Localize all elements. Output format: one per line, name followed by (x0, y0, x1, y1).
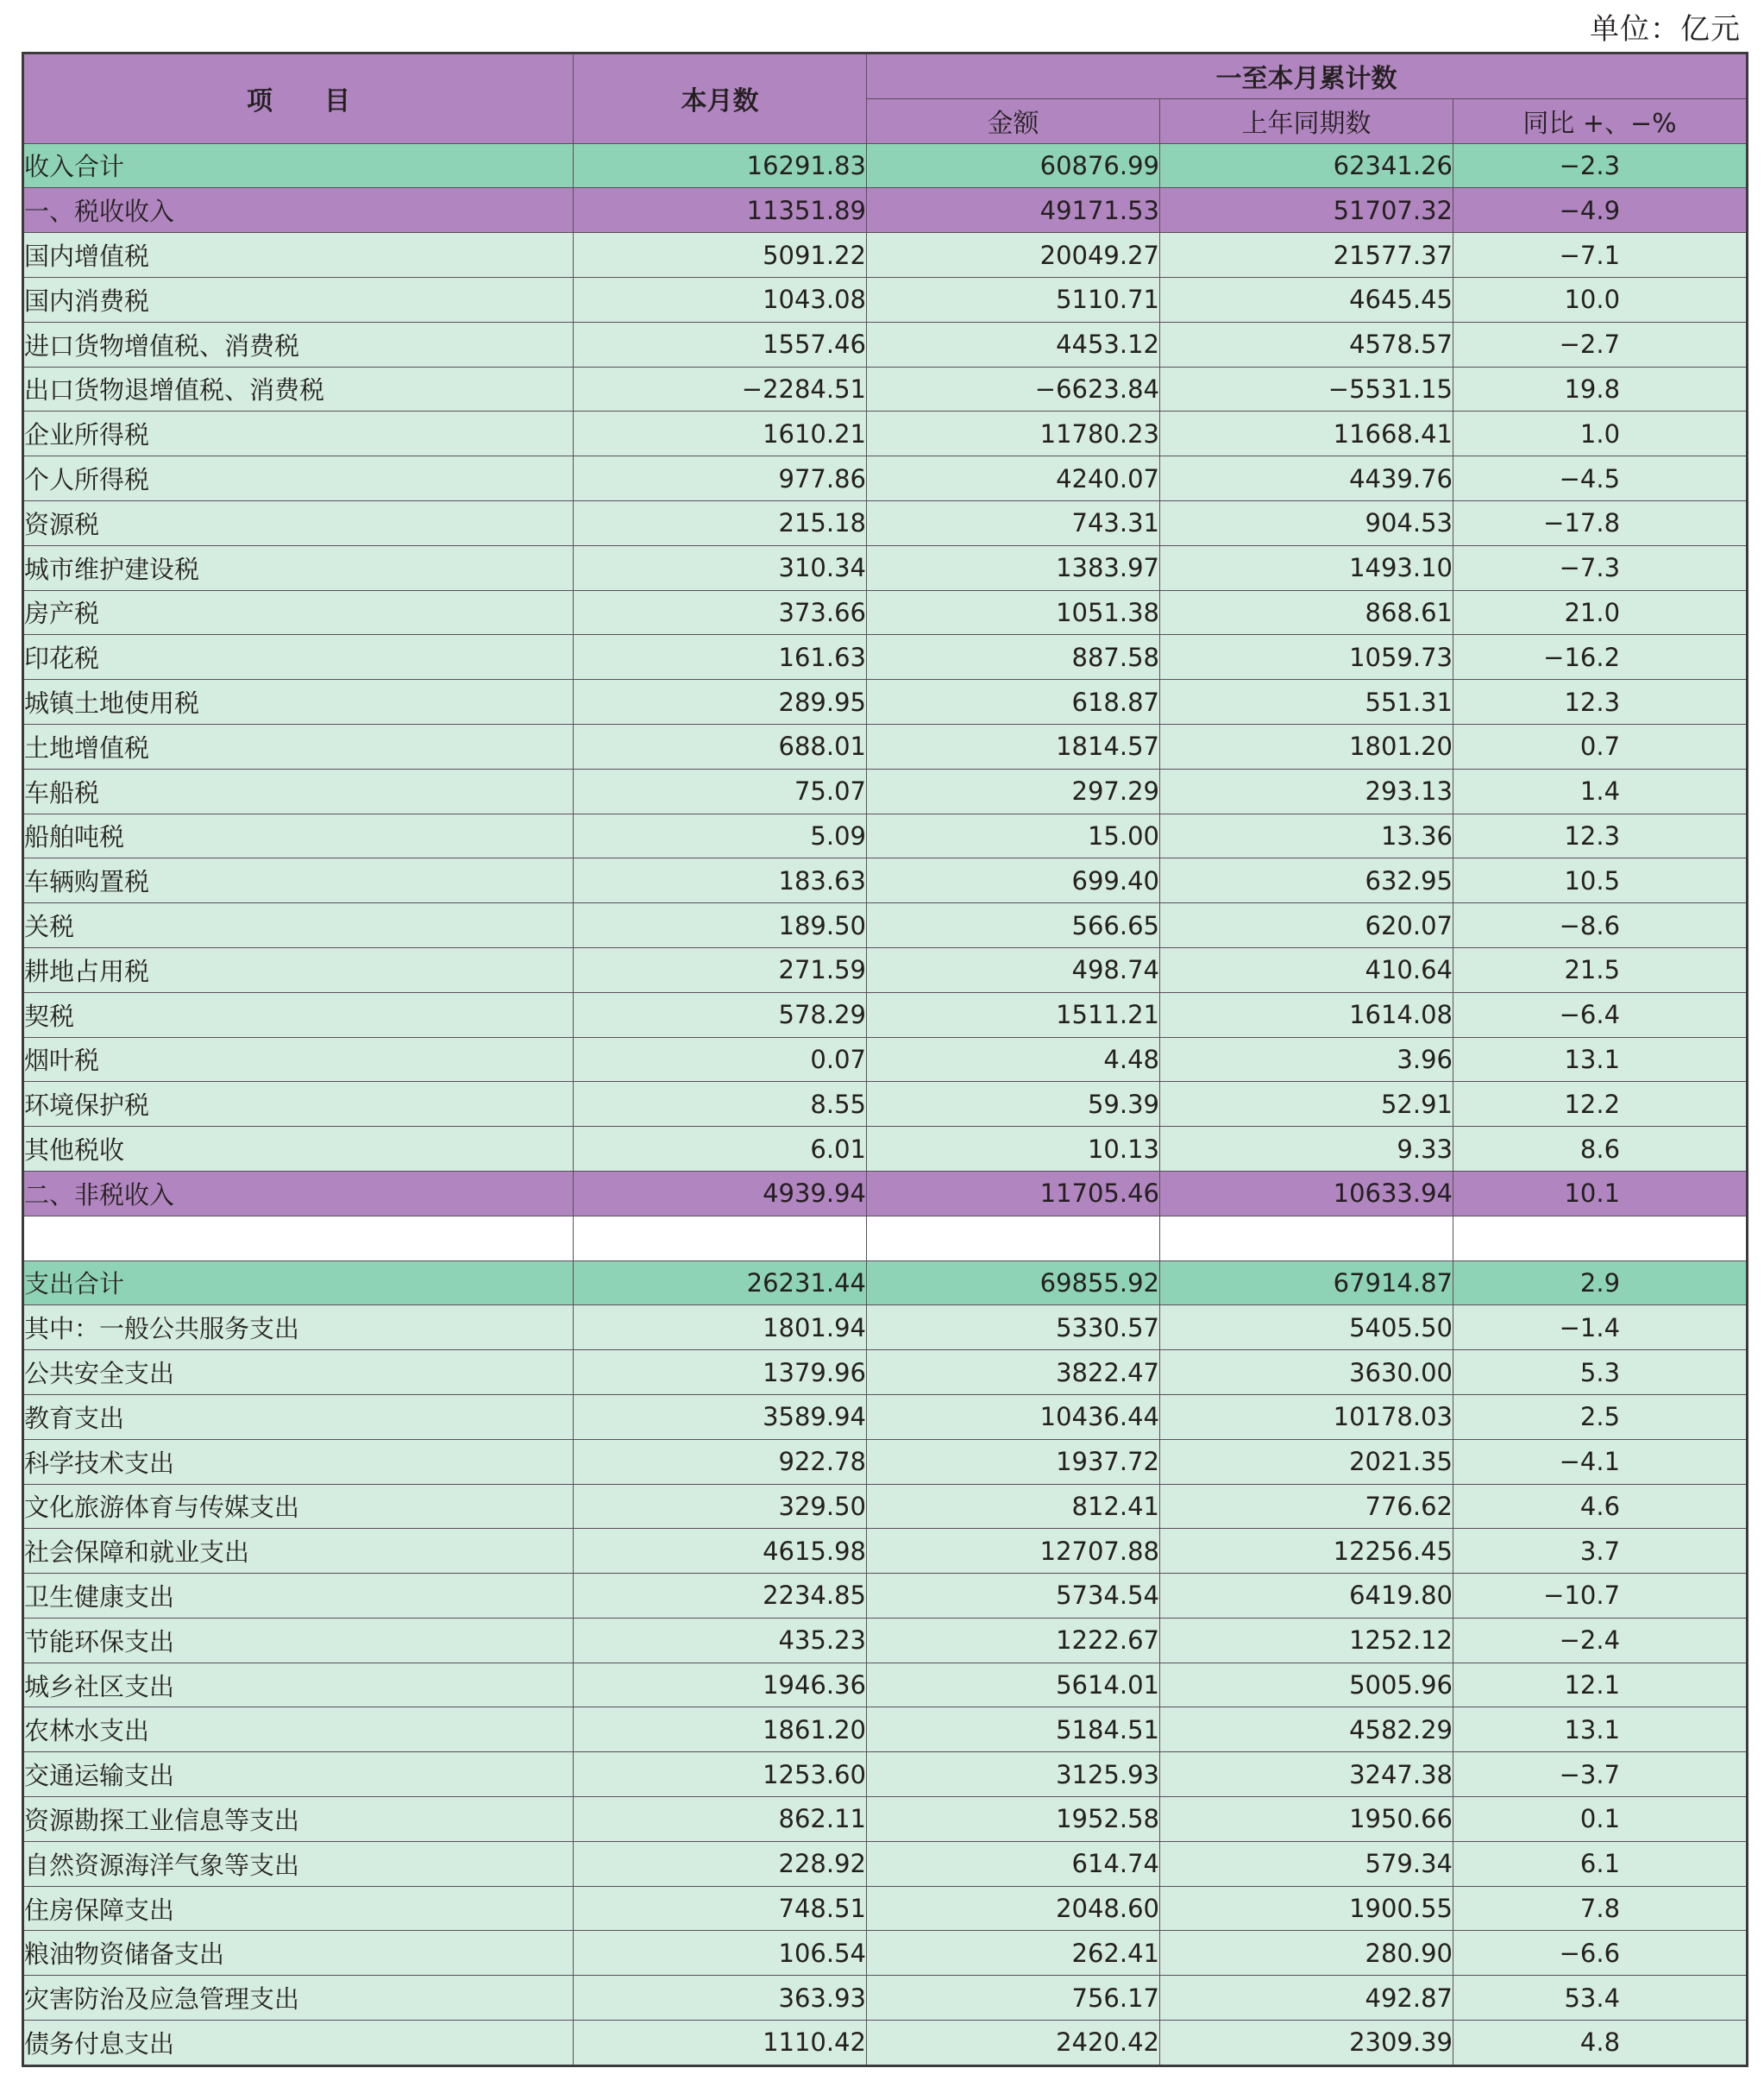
row-label: 二、非税收入 (23, 1171, 574, 1216)
cell-yoy-percent: −7.1 (1453, 233, 1748, 278)
cell-this-month: 435.23 (574, 1618, 867, 1663)
table-row (23, 456, 1748, 501)
row-label: 关税 (23, 903, 574, 948)
cell-yoy-percent: −3.7 (1453, 1752, 1748, 1797)
cell-cumulative-amount: 756.17 (867, 1976, 1160, 2021)
header-row-1 (23, 53, 1748, 99)
cell-yoy-percent: −7.3 (1453, 545, 1748, 590)
cell-cumulative-amount: 297.29 (867, 769, 1160, 814)
cell-cumulative-amount: 887.58 (867, 635, 1160, 680)
cell-last-year: 1950.66 (1160, 1797, 1453, 1842)
table-row (23, 1484, 1748, 1529)
cell-cumulative-amount: 4453.12 (867, 322, 1160, 367)
cell-yoy-percent: 1.0 (1453, 412, 1748, 456)
cell-this-month: 16291.83 (574, 143, 867, 188)
cell-cumulative-amount: 2420.42 (867, 2021, 1160, 2066)
cell-cumulative-amount: 69855.92 (867, 1260, 1160, 1305)
table-row (23, 1037, 1748, 1082)
cell-yoy-percent: 4.6 (1453, 1484, 1748, 1529)
table-row (23, 1127, 1748, 1172)
cell-cumulative-amount: 1383.97 (867, 545, 1160, 590)
cell-yoy-percent: 1.4 (1453, 769, 1748, 814)
cell-last-year: 4439.76 (1160, 456, 1453, 501)
cell-this-month (574, 1216, 867, 1260)
table-row (23, 1797, 1748, 1842)
table-row (23, 947, 1748, 992)
cell-last-year: 1900.55 (1160, 1886, 1453, 1931)
cell-this-month: 75.07 (574, 769, 867, 814)
table-row (23, 1663, 1748, 1707)
cell-yoy-percent: −4.1 (1453, 1439, 1748, 1484)
cell-yoy-percent: 12.1 (1453, 1663, 1748, 1707)
cell-cumulative-amount: 49171.53 (867, 188, 1160, 233)
fiscal-table (22, 52, 1748, 2067)
cell-this-month: 8.55 (574, 1082, 867, 1127)
cell-this-month: 977.86 (574, 456, 867, 501)
cell-cumulative-amount: 4240.07 (867, 456, 1160, 501)
cell-cumulative-amount: 11780.23 (867, 412, 1160, 456)
table-row (23, 1350, 1748, 1395)
row-label: 文化旅游体育与传媒支出 (23, 1484, 574, 1529)
cell-yoy-percent: −2.3 (1453, 143, 1748, 188)
table-row (23, 858, 1748, 903)
cell-last-year: 11668.41 (1160, 412, 1453, 456)
cell-cumulative-amount: 498.74 (867, 947, 1160, 992)
row-label: 城镇土地使用税 (23, 680, 574, 725)
cell-cumulative-amount: 10436.44 (867, 1394, 1160, 1439)
cell-yoy-percent: 53.4 (1453, 1976, 1748, 2021)
cell-last-year: 280.90 (1160, 1931, 1453, 1976)
cell-yoy-percent: 0.1 (1453, 1797, 1748, 1842)
cell-yoy-percent: 7.8 (1453, 1886, 1748, 1931)
cell-this-month: 363.93 (574, 1976, 867, 2021)
cell-cumulative-amount: 3125.93 (867, 1752, 1160, 1797)
row-label: 城乡社区支出 (23, 1663, 574, 1707)
unit-label: 单位：亿元 (1590, 12, 1741, 47)
table-row (23, 1529, 1748, 1574)
cell-cumulative-amount: 699.40 (867, 858, 1160, 903)
cell-cumulative-amount: 11705.46 (867, 1171, 1160, 1216)
table-row (23, 724, 1748, 769)
cell-cumulative-amount: 59.39 (867, 1082, 1160, 1127)
cell-yoy-percent: −2.4 (1453, 1618, 1748, 1663)
table-row (23, 233, 1748, 278)
cell-this-month: 228.92 (574, 1841, 867, 1886)
cell-cumulative-amount: 1222.67 (867, 1618, 1160, 1663)
cell-last-year: 3.96 (1160, 1037, 1453, 1082)
row-label (23, 1216, 574, 1260)
cell-this-month: 1861.20 (574, 1707, 867, 1752)
cell-last-year: 1801.20 (1160, 724, 1453, 769)
cell-yoy-percent: −10.7 (1453, 1574, 1748, 1619)
cell-last-year: 3630.00 (1160, 1350, 1453, 1395)
table-row (23, 1439, 1748, 1484)
cell-cumulative-amount: 1511.21 (867, 992, 1160, 1037)
cell-cumulative-amount: −6623.84 (867, 367, 1160, 412)
cell-this-month: 161.63 (574, 635, 867, 680)
cell-last-year: 21577.37 (1160, 233, 1453, 278)
table-row (23, 1171, 1748, 1216)
cell-last-year: 6419.80 (1160, 1574, 1453, 1619)
row-label: 教育支出 (23, 1394, 574, 1439)
header-amount: 金额 (867, 98, 1160, 143)
row-label: 土地增值税 (23, 724, 574, 769)
cell-last-year: 4645.45 (1160, 277, 1453, 322)
table-row (23, 903, 1748, 948)
cell-last-year: 2021.35 (1160, 1439, 1453, 1484)
cell-this-month: 5091.22 (574, 233, 867, 278)
row-label: 环境保护税 (23, 1082, 574, 1127)
cell-cumulative-amount: 5184.51 (867, 1707, 1160, 1752)
table-row (23, 769, 1748, 814)
cell-last-year: 67914.87 (1160, 1260, 1453, 1305)
table-row (23, 1931, 1748, 1976)
cell-yoy-percent: −1.4 (1453, 1305, 1748, 1350)
row-label: 契税 (23, 992, 574, 1037)
row-label: 住房保障支出 (23, 1886, 574, 1931)
cell-yoy-percent: 2.5 (1453, 1394, 1748, 1439)
table-row (23, 1707, 1748, 1752)
cell-last-year: 620.07 (1160, 903, 1453, 948)
row-label: 房产税 (23, 590, 574, 635)
cell-last-year: 410.64 (1160, 947, 1453, 992)
cell-cumulative-amount: 5614.01 (867, 1663, 1160, 1707)
cell-yoy-percent: −2.7 (1453, 322, 1748, 367)
cell-this-month: 3589.94 (574, 1394, 867, 1439)
row-label: 企业所得税 (23, 412, 574, 456)
table-row (23, 590, 1748, 635)
cell-last-year: 2309.39 (1160, 2021, 1453, 2066)
row-label: 卫生健康支出 (23, 1574, 574, 1619)
table-row (23, 1394, 1748, 1439)
row-label: 债务付息支出 (23, 2021, 574, 2066)
cell-cumulative-amount: 566.65 (867, 903, 1160, 948)
cell-this-month: 106.54 (574, 1931, 867, 1976)
cell-last-year: 632.95 (1160, 858, 1453, 903)
header-last-year: 上年同期数 (1160, 98, 1453, 143)
cell-cumulative-amount: 5110.71 (867, 277, 1160, 322)
cell-cumulative-amount: 1952.58 (867, 1797, 1160, 1842)
cell-yoy-percent: 2.9 (1453, 1260, 1748, 1305)
cell-this-month: 4615.98 (574, 1529, 867, 1574)
table-row (23, 1618, 1748, 1663)
cell-cumulative-amount: 60876.99 (867, 143, 1160, 188)
cell-this-month: 862.11 (574, 1797, 867, 1842)
cell-cumulative-amount: 2048.60 (867, 1886, 1160, 1931)
cell-this-month: 1379.96 (574, 1350, 867, 1395)
cell-this-month: 1557.46 (574, 322, 867, 367)
row-label: 城市维护建设税 (23, 545, 574, 590)
cell-yoy-percent: −6.4 (1453, 992, 1748, 1037)
cell-yoy-percent: 10.1 (1453, 1171, 1748, 1216)
table-row (23, 500, 1748, 545)
row-label: 国内增值税 (23, 233, 574, 278)
cell-yoy-percent: 21.5 (1453, 947, 1748, 992)
row-label: 其他税收 (23, 1127, 574, 1172)
cell-yoy-percent: 13.1 (1453, 1707, 1748, 1752)
table-row (23, 1752, 1748, 1797)
header-item: 项 目 (23, 53, 574, 144)
table-row (23, 992, 1748, 1037)
cell-last-year: 62341.26 (1160, 143, 1453, 188)
cell-last-year: 51707.32 (1160, 188, 1453, 233)
row-label: 烟叶税 (23, 1037, 574, 1082)
cell-this-month: 289.95 (574, 680, 867, 725)
table-row (23, 322, 1748, 367)
cell-cumulative-amount: 614.74 (867, 1841, 1160, 1886)
cell-last-year: 492.87 (1160, 1976, 1453, 2021)
cell-last-year (1160, 1216, 1453, 1260)
cell-cumulative-amount: 1814.57 (867, 724, 1160, 769)
cell-yoy-percent: 12.3 (1453, 680, 1748, 725)
cell-last-year: 776.62 (1160, 1484, 1453, 1529)
cell-last-year: 3247.38 (1160, 1752, 1453, 1797)
cell-this-month: 1610.21 (574, 412, 867, 456)
table-row (23, 1841, 1748, 1886)
row-label: 耕地占用税 (23, 947, 574, 992)
row-label: 社会保障和就业支出 (23, 1529, 574, 1574)
cell-yoy-percent: 3.7 (1453, 1529, 1748, 1574)
table-row (23, 143, 1748, 188)
cell-cumulative-amount: 4.48 (867, 1037, 1160, 1082)
cell-last-year: 1252.12 (1160, 1618, 1453, 1663)
header-this-month: 本月数 (574, 53, 867, 144)
table-row (23, 1886, 1748, 1931)
cell-yoy-percent: 21.0 (1453, 590, 1748, 635)
cell-cumulative-amount: 1051.38 (867, 590, 1160, 635)
cell-this-month: 1801.94 (574, 1305, 867, 1350)
cell-this-month: 748.51 (574, 1886, 867, 1931)
cell-last-year: −5531.15 (1160, 367, 1453, 412)
cell-this-month: 373.66 (574, 590, 867, 635)
row-label: 自然资源海洋气象等支出 (23, 1841, 574, 1886)
cell-this-month: 183.63 (574, 858, 867, 903)
row-label: 国内消费税 (23, 277, 574, 322)
row-label: 科学技术支出 (23, 1439, 574, 1484)
cell-this-month: 1110.42 (574, 2021, 867, 2066)
cell-this-month: 1043.08 (574, 277, 867, 322)
table-row (23, 814, 1748, 858)
cell-this-month: 922.78 (574, 1439, 867, 1484)
table-row (23, 1305, 1748, 1350)
cell-cumulative-amount: 5330.57 (867, 1305, 1160, 1350)
cell-yoy-percent: 0.7 (1453, 724, 1748, 769)
header-yoy: 同比 +、−% (1453, 98, 1748, 143)
cell-yoy-percent: −4.5 (1453, 456, 1748, 501)
cell-yoy-percent: −6.6 (1453, 1931, 1748, 1976)
row-label: 农林水支出 (23, 1707, 574, 1752)
cell-this-month: 26231.44 (574, 1260, 867, 1305)
table-row (23, 277, 1748, 322)
cell-cumulative-amount: 812.41 (867, 1484, 1160, 1529)
row-label: 灾害防治及应急管理支出 (23, 1976, 574, 2021)
cell-cumulative-amount: 10.13 (867, 1127, 1160, 1172)
table-row (23, 680, 1748, 725)
cell-cumulative-amount: 15.00 (867, 814, 1160, 858)
cell-cumulative-amount: 1937.72 (867, 1439, 1160, 1484)
row-label: 其中：一般公共服务支出 (23, 1305, 574, 1350)
table-row (23, 1574, 1748, 1619)
cell-this-month: 578.29 (574, 992, 867, 1037)
table-row (23, 2021, 1748, 2066)
cell-this-month: 271.59 (574, 947, 867, 992)
row-label: 车辆购置税 (23, 858, 574, 903)
row-label: 船舶吨税 (23, 814, 574, 858)
cell-yoy-percent: 4.8 (1453, 2021, 1748, 2066)
cell-cumulative-amount: 743.31 (867, 500, 1160, 545)
cell-last-year: 12256.45 (1160, 1529, 1453, 1574)
row-label: 一、税收收入 (23, 188, 574, 233)
cell-yoy-percent: −16.2 (1453, 635, 1748, 680)
row-label: 进口货物增值税、消费税 (23, 322, 574, 367)
table-row (23, 1260, 1748, 1305)
table-row (23, 1216, 1748, 1260)
cell-yoy-percent: 13.1 (1453, 1037, 1748, 1082)
cell-last-year: 10178.03 (1160, 1394, 1453, 1439)
cell-last-year: 5005.96 (1160, 1663, 1453, 1707)
cell-this-month: 189.50 (574, 903, 867, 948)
header-cumulative: 一至本月累计数 (867, 53, 1748, 99)
table-row (23, 1082, 1748, 1127)
cell-this-month: 4939.94 (574, 1171, 867, 1216)
cell-yoy-percent: 12.2 (1453, 1082, 1748, 1127)
cell-yoy-percent: 10.0 (1453, 277, 1748, 322)
cell-last-year: 52.91 (1160, 1082, 1453, 1127)
cell-cumulative-amount: 5734.54 (867, 1574, 1160, 1619)
cell-yoy-percent: −8.6 (1453, 903, 1748, 948)
table-row (23, 188, 1748, 233)
cell-last-year: 1614.08 (1160, 992, 1453, 1037)
cell-last-year: 13.36 (1160, 814, 1453, 858)
cell-this-month: 1253.60 (574, 1752, 867, 1797)
cell-yoy-percent (1453, 1216, 1748, 1260)
cell-yoy-percent: 6.1 (1453, 1841, 1748, 1886)
cell-last-year: 1493.10 (1160, 545, 1453, 590)
row-label: 交通运输支出 (23, 1752, 574, 1797)
row-label: 印花税 (23, 635, 574, 680)
cell-last-year: 10633.94 (1160, 1171, 1453, 1216)
cell-cumulative-amount: 262.41 (867, 1931, 1160, 1976)
cell-last-year: 4582.29 (1160, 1707, 1453, 1752)
table-row (23, 412, 1748, 456)
cell-this-month: 1946.36 (574, 1663, 867, 1707)
cell-this-month: 688.01 (574, 724, 867, 769)
cell-this-month: −2284.51 (574, 367, 867, 412)
cell-yoy-percent: 8.6 (1453, 1127, 1748, 1172)
cell-last-year: 551.31 (1160, 680, 1453, 725)
cell-last-year: 293.13 (1160, 769, 1453, 814)
cell-this-month: 215.18 (574, 500, 867, 545)
cell-yoy-percent: 12.3 (1453, 814, 1748, 858)
cell-this-month: 0.07 (574, 1037, 867, 1082)
cell-this-month: 310.34 (574, 545, 867, 590)
table-row (23, 545, 1748, 590)
table-row (23, 635, 1748, 680)
row-label: 节能环保支出 (23, 1618, 574, 1663)
row-label: 出口货物退增值税、消费税 (23, 367, 574, 412)
cell-this-month: 329.50 (574, 1484, 867, 1529)
cell-this-month: 2234.85 (574, 1574, 867, 1619)
row-label: 个人所得税 (23, 456, 574, 501)
cell-cumulative-amount: 618.87 (867, 680, 1160, 725)
row-label: 公共安全支出 (23, 1350, 574, 1395)
cell-last-year: 579.34 (1160, 1841, 1453, 1886)
cell-last-year: 1059.73 (1160, 635, 1453, 680)
cell-this-month: 11351.89 (574, 188, 867, 233)
cell-cumulative-amount (867, 1216, 1160, 1260)
row-label: 资源勘探工业信息等支出 (23, 1797, 574, 1842)
cell-cumulative-amount: 20049.27 (867, 233, 1160, 278)
row-label: 车船税 (23, 769, 574, 814)
cell-yoy-percent: 19.8 (1453, 367, 1748, 412)
row-label: 资源税 (23, 500, 574, 545)
cell-yoy-percent: 10.5 (1453, 858, 1748, 903)
cell-cumulative-amount: 12707.88 (867, 1529, 1160, 1574)
cell-last-year: 904.53 (1160, 500, 1453, 545)
cell-yoy-percent: −4.9 (1453, 188, 1748, 233)
table-row (23, 367, 1748, 412)
cell-last-year: 9.33 (1160, 1127, 1453, 1172)
cell-last-year: 868.61 (1160, 590, 1453, 635)
cell-last-year: 5405.50 (1160, 1305, 1453, 1350)
cell-cumulative-amount: 3822.47 (867, 1350, 1160, 1395)
cell-last-year: 4578.57 (1160, 322, 1453, 367)
cell-this-month: 5.09 (574, 814, 867, 858)
row-label: 支出合计 (23, 1260, 574, 1305)
table-row (23, 1976, 1748, 2021)
cell-this-month: 6.01 (574, 1127, 867, 1172)
cell-yoy-percent: 5.3 (1453, 1350, 1748, 1395)
row-label: 粮油物资储备支出 (23, 1931, 574, 1976)
cell-yoy-percent: −17.8 (1453, 500, 1748, 545)
row-label: 收入合计 (23, 143, 574, 188)
